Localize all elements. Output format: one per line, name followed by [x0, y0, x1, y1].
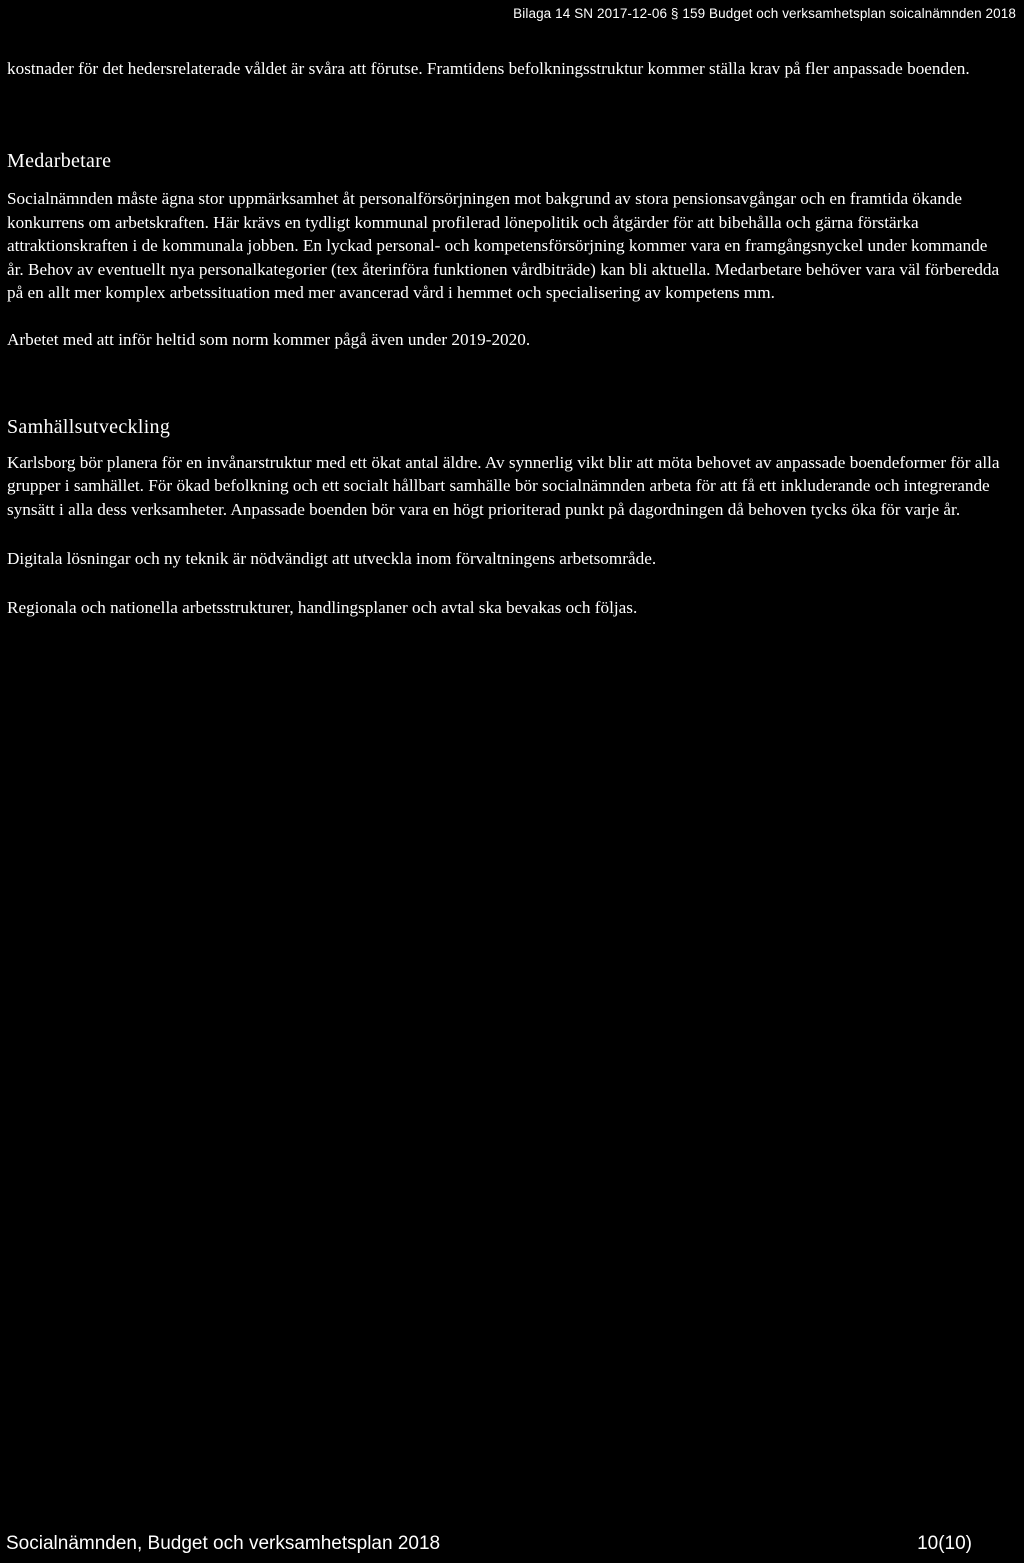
- medarbetare-paragraph-1: Socialnämnden måste ägna stor uppmärksamhet åt personalförsörjningen mot bakgrund av stora pensionsavgångar och en framtida ökande konkurrens om arbetskraften. Här krävs en tydligt kommunal profilerad lönepolitik och åtgärder för att bibehålla och gärna förstärka attraktionskraften i de kommunala jobben. En lyckad personal- och kompetensförsörjning kommer vara en framgångsnyckel under kommande år. Behov av eventuellt nya personalkategorier (tex återinföra funktionen vårdbiträde) kan bli aktuella. Medarbetare behöver vara väl förberedda på en allt mer komplex arbetssituation med mer avancerad vård i hemmet och specialisering av kompetens mm.: [7, 189, 1000, 303]
- section-heading-medarbetare: Medarbetare: [7, 150, 112, 173]
- samhallsutveckling-paragraph-2: Digitala lösningar och ny teknik är nödvändigt att utveckla inom förvaltningens arbetsområde.: [7, 549, 657, 569]
- medarbetare-paragraph-2: Arbetet med att inför heltid som norm kommer pågå även under 2019-2020.: [7, 330, 531, 350]
- footer-document-title: Socialnämnden, Budget och verksamhetsplan 2018: [6, 1533, 441, 1554]
- intro-paragraph: kostnader för det hedersrelaterade våldet är svåra att förutse. Framtidens befolkningsstruktur kommer ställa krav på fler anpassade boenden.: [7, 59, 970, 78]
- running-header: Bilaga 14 SN 2017-12-06 § 159 Budget och verksamhetsplan soicalnämnden 2018: [513, 6, 1016, 21]
- page-number: 10(10): [917, 1533, 972, 1554]
- samhallsutveckling-paragraph-1: Karlsborg bör planera för en invånarstruktur med ett ökat antal äldre. Av synnerlig vikt blir att möta behovet av anpassade boendeformer för alla grupper i samhället. För ökad befolkning och ett socialt hållbart samhälle bör socialnämnden arbeta för att få ett inkluderande och integrerande synsätt i alla dess verksamheter. Anpassade boenden bör vara en högt prioriterad punkt på dagordningen då behoven tycks öka för varje år.: [7, 452, 1000, 519]
- document-body: [7, 57, 1007, 620]
- samhallsutveckling-paragraph-3: Regionala och nationella arbetsstrukturer, handlingsplaner och avtal ska bevakas och följas.: [7, 598, 638, 618]
- running-footer: [6, 1533, 972, 1555]
- section-heading-samhallsutveckling: Samhällsutveckling: [7, 415, 171, 438]
